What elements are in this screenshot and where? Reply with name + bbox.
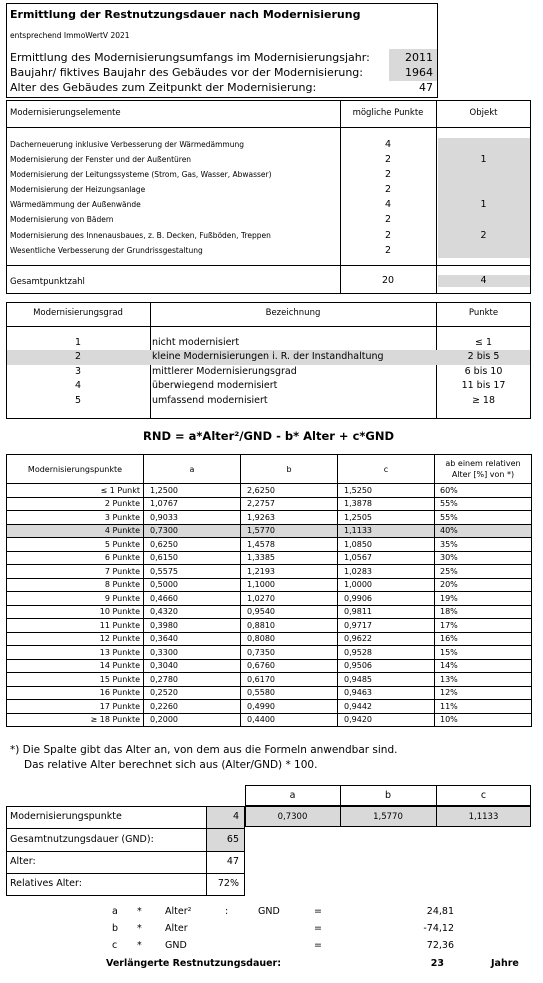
coef-a: 0,2000 — [144, 713, 241, 727]
coef-a: 0,9033 — [144, 511, 241, 525]
elements-col3-header: Objekt — [469, 108, 498, 118]
coef-b: 0,5580 — [241, 686, 338, 700]
result-value: 72,36 — [426, 940, 454, 951]
result-star: * — [137, 906, 142, 917]
coefficient-row — [7, 538, 532, 552]
coefficient-row — [7, 511, 532, 525]
coefficient-row — [7, 673, 532, 687]
coef-c: 0,9442 — [338, 700, 435, 714]
coef-c: 0,9622 — [338, 632, 435, 646]
calc-value-c: 1,1133 — [468, 812, 499, 822]
grade-points: ≥ 18 — [471, 395, 496, 406]
coef-rel-age: 55% — [435, 497, 532, 511]
coef-c: 0,9420 — [338, 713, 435, 727]
coef-points: 4 Punkte — [7, 524, 144, 538]
result-eq: = — [314, 940, 322, 951]
elements-header-line — [6, 127, 531, 128]
result-term: Alter — [165, 923, 188, 934]
coef-rel-age: 12% — [435, 686, 532, 700]
coef-rel-age: 13% — [435, 673, 532, 687]
element-points: 2 — [384, 245, 392, 256]
coef-c: 0,9811 — [338, 605, 435, 619]
coef-header-rel-age: ab einem relativen Alter [%] von *) — [435, 455, 532, 484]
coef-b: 0,6760 — [241, 659, 338, 673]
result-label: Verlängerte Restnutzungsdauer: — [106, 958, 282, 969]
coef-c: 1,0850 — [338, 538, 435, 552]
grade-label: nicht modernisiert — [152, 337, 240, 348]
grade-number: 2 — [74, 351, 82, 362]
calc-col-b: b — [384, 790, 392, 801]
info-label-year: Ermittlung des Modernisierungsumfangs im Modernisierungsjahr: — [10, 51, 370, 64]
coef-a: 1,2500 — [144, 484, 241, 498]
footnote-2: Das relative Alter berechnet sich aus (Alter/GND) * 100. — [24, 759, 318, 771]
coef-points: 7 Punkte — [7, 565, 144, 579]
grade-points: 11 bis 17 — [461, 380, 506, 391]
calc-value-a: 0,7300 — [277, 812, 308, 822]
element-label: Modernisierung der Leitungssysteme (Strom, Gas, Wasser, Abwasser) — [10, 170, 272, 179]
calc-left-hline-3 — [6, 873, 245, 874]
coef-a: 0,2780 — [144, 673, 241, 687]
calc-rel-value: 72% — [217, 878, 239, 889]
footnote-1: *) Die Spalte gibt das Alter an, von dem aus die Formeln anwendbar sind. — [10, 744, 398, 756]
coef-rel-age: 18% — [435, 605, 532, 619]
grade-col2-header: Bezeichnung — [265, 308, 321, 318]
element-points: 2 — [384, 230, 392, 241]
result-value-years: 23 — [430, 958, 444, 969]
coefficient-row — [7, 605, 532, 619]
coef-a: 0,3640 — [144, 632, 241, 646]
coef-header-a: a — [144, 455, 241, 484]
result-star: * — [137, 923, 142, 934]
coef-c: 0,9506 — [338, 659, 435, 673]
element-label: Dacherneuerung inklusive Verbesserung der Wärmedämmung — [10, 140, 244, 149]
calc-gnd-label: Gesamtnutzungsdauer (GND): — [10, 834, 154, 845]
coef-b: 1,5770 — [241, 524, 338, 538]
element-label: Wesentliche Verbesserung der Grundrissgestaltung — [10, 246, 203, 255]
element-label: Modernisierung von Bädern — [10, 215, 114, 224]
elements-total-line — [6, 265, 531, 266]
coefficient-row — [7, 659, 532, 673]
coef-points: 17 Punkte — [7, 700, 144, 714]
coefficient-row — [7, 646, 532, 660]
coef-a: 0,5575 — [144, 565, 241, 579]
grade-label: kleine Modernisierungen i. R. der Instandhaltung — [152, 351, 384, 362]
coef-points: 12 Punkte — [7, 632, 144, 646]
coef-rel-age: 19% — [435, 592, 532, 606]
coef-rel-age: 14% — [435, 659, 532, 673]
coef-c: 0,9906 — [338, 592, 435, 606]
coef-c: 1,0567 — [338, 551, 435, 565]
elements-col1-header: Modernisierungselemente — [10, 108, 121, 118]
coef-points: 15 Punkte — [7, 673, 144, 687]
result-term: Alter² — [165, 906, 192, 917]
coef-b: 0,4400 — [241, 713, 338, 727]
coef-points: 2 Punkte — [7, 497, 144, 511]
coef-c: 1,3878 — [338, 497, 435, 511]
coef-b: 0,7350 — [241, 646, 338, 660]
coef-a: 0,4660 — [144, 592, 241, 606]
coef-b: 1,1000 — [241, 578, 338, 592]
result-eq: = — [314, 906, 322, 917]
coefficient-row — [7, 524, 532, 538]
coef-a: 1,0767 — [144, 497, 241, 511]
calc-alter-value: 47 — [226, 856, 239, 867]
elements-total-object: 4 — [480, 275, 487, 286]
grade-number: 3 — [74, 366, 82, 377]
coef-c: 1,1133 — [338, 524, 435, 538]
result-letter: c — [112, 940, 118, 951]
result-colon: : — [225, 906, 229, 917]
element-label: Wärmedämmung der Außenwände — [10, 200, 141, 209]
coef-rel-age: 20% — [435, 578, 532, 592]
element-object: 1 — [480, 199, 487, 210]
coef-header-c: c — [338, 455, 435, 484]
element-label: Modernisierung der Heizungsanlage — [10, 185, 146, 194]
coef-points: 3 Punkte — [7, 511, 144, 525]
result-gnd: GND — [258, 906, 280, 917]
coef-rel-age: 25% — [435, 565, 532, 579]
result-value: 24,81 — [426, 906, 454, 917]
coefficient-row — [7, 578, 532, 592]
calc-rel-label: Relatives Alter: — [10, 878, 82, 889]
coef-a: 0,3300 — [144, 646, 241, 660]
coef-rel-age: 16% — [435, 632, 532, 646]
coef-c: 1,0283 — [338, 565, 435, 579]
coef-points: 10 Punkte — [7, 605, 144, 619]
grade-points: 2 bis 5 — [467, 351, 500, 362]
calc-alter-label: Alter: — [10, 856, 36, 867]
coef-c: 0,9485 — [338, 673, 435, 687]
element-object: 2 — [480, 230, 487, 241]
coef-b: 0,8080 — [241, 632, 338, 646]
coef-points: 11 Punkte — [7, 619, 144, 633]
coefficient-row — [7, 700, 532, 714]
coef-points: 8 Punkte — [7, 578, 144, 592]
info-value-alter: 47 — [419, 81, 433, 94]
coef-rel-age: 11% — [435, 700, 532, 714]
elements-col2-header: mögliche Punkte — [352, 108, 424, 118]
coef-c: 1,5250 — [338, 484, 435, 498]
result-star: * — [137, 940, 142, 951]
coef-a: 0,7300 — [144, 524, 241, 538]
coef-a: 0,3980 — [144, 619, 241, 633]
grade-points: ≤ 1 — [474, 337, 493, 348]
coef-points: ≤ 1 Punkt — [7, 484, 144, 498]
coef-a: 0,5000 — [144, 578, 241, 592]
element-label: Modernisierung der Fenster und der Außentüren — [10, 155, 192, 164]
coef-c: 0,9463 — [338, 686, 435, 700]
calc-value-b: 1,5770 — [373, 812, 403, 822]
elements-total-points: 20 — [381, 275, 395, 286]
coef-b: 1,9263 — [241, 511, 338, 525]
calc-col-a: a — [289, 790, 296, 801]
coef-b: 1,2193 — [241, 565, 338, 579]
coef-b: 0,6170 — [241, 673, 338, 687]
element-points: 4 — [384, 139, 392, 150]
grade-col1-header: Modernisierungsgrad — [33, 308, 123, 318]
coef-points: 13 Punkte — [7, 646, 144, 660]
grade-label: mittlerer Modernisierungsgrad — [152, 366, 297, 377]
page-title: Ermittlung der Restnutzungsdauer nach Modernisierung — [10, 8, 361, 21]
coef-b: 1,4578 — [241, 538, 338, 552]
info-value-year: 2011 — [405, 51, 433, 64]
element-points: 4 — [384, 199, 392, 210]
calc-points-value: 4 — [232, 811, 239, 822]
coef-c: 1,0000 — [338, 578, 435, 592]
coef-a: 0,2520 — [144, 686, 241, 700]
coef-b: 1,0270 — [241, 592, 338, 606]
coef-points: 6 Punkte — [7, 551, 144, 565]
coef-c: 0,9717 — [338, 619, 435, 633]
coef-b: 0,9540 — [241, 605, 338, 619]
coef-rel-age: 10% — [435, 713, 532, 727]
coefficient-row — [7, 713, 532, 727]
calc-col-c: c — [480, 790, 487, 801]
coefficient-row — [7, 497, 532, 511]
coef-points: ≥ 18 Punkte — [7, 713, 144, 727]
coef-b: 2,2757 — [241, 497, 338, 511]
coefficient-row — [7, 686, 532, 700]
coefficient-row — [7, 565, 532, 579]
result-term: GND — [165, 940, 187, 951]
result-value: -74,12 — [423, 923, 454, 934]
result-letter: a — [112, 906, 118, 917]
info-value-baujahr: 1964 — [405, 66, 433, 79]
coef-rel-age: 55% — [435, 511, 532, 525]
grade-col3-header: Punkte — [468, 308, 499, 318]
coef-a: 0,6250 — [144, 538, 241, 552]
element-points: 2 — [384, 154, 392, 165]
coefficient-table-body — [7, 484, 532, 727]
coefficient-table — [6, 454, 532, 727]
coef-a: 0,6150 — [144, 551, 241, 565]
coefficient-row — [7, 484, 532, 498]
coef-b: 0,4990 — [241, 700, 338, 714]
coef-header-b: b — [241, 455, 338, 484]
element-points: 2 — [384, 169, 392, 180]
result-unit: Jahre — [491, 958, 519, 969]
calc-points-label: Modernisierungspunkte — [10, 811, 122, 822]
coef-rel-age: 35% — [435, 538, 532, 552]
info-label-baujahr: Baujahr/ fiktives Baujahr des Gebäudes vor der Modernisierung: — [10, 66, 363, 79]
rnd-formula: RND = a*Alter²/GND - b* Alter + c*GND — [142, 429, 395, 443]
grade-label: überwiegend modernisiert — [152, 380, 278, 391]
coef-points: 14 Punkte — [7, 659, 144, 673]
grade-number: 1 — [74, 337, 82, 348]
grade-number: 4 — [74, 380, 82, 391]
grade-label: umfassend modernisiert — [152, 395, 268, 406]
grade-header-line — [6, 326, 531, 327]
coefficient-row — [7, 551, 532, 565]
grade-number: 5 — [74, 395, 82, 406]
coefficient-row — [7, 632, 532, 646]
coef-rel-age: 30% — [435, 551, 532, 565]
result-letter: b — [112, 923, 119, 934]
info-label-alter: Alter des Gebäudes zum Zeitpunkt der Modernisierung: — [10, 81, 317, 94]
result-eq: = — [314, 923, 322, 934]
coefficient-header-row — [7, 455, 532, 484]
grade-points: 6 bis 10 — [464, 366, 503, 377]
coef-c: 1,2505 — [338, 511, 435, 525]
coef-a: 0,4320 — [144, 605, 241, 619]
coef-b: 0,8810 — [241, 619, 338, 633]
coef-a: 0,3040 — [144, 659, 241, 673]
element-label: Modernisierung des Innenausbaues, z. B. Decken, Fußböden, Treppen — [10, 231, 271, 240]
coef-a: 0,2260 — [144, 700, 241, 714]
calc-left-hline-2 — [6, 851, 245, 852]
coef-rel-age: 40% — [435, 524, 532, 538]
coef-points: 9 Punkte — [7, 592, 144, 606]
coef-c: 0,9528 — [338, 646, 435, 660]
coef-rel-age: 60% — [435, 484, 532, 498]
elements-total-label: Gesamtpunktzahl — [10, 277, 85, 287]
coef-points: 5 Punkte — [7, 538, 144, 552]
coef-header-points: Modernisierungspunkte — [7, 455, 144, 484]
page-subtitle: entsprechend ImmoWertV 2021 — [10, 31, 130, 40]
element-points: 2 — [384, 184, 392, 195]
coef-rel-age: 17% — [435, 619, 532, 633]
element-points: 2 — [384, 214, 392, 225]
calc-gnd-value: 65 — [226, 834, 239, 845]
coefficient-row — [7, 619, 532, 633]
coef-b: 2,6250 — [241, 484, 338, 498]
coef-points: 16 Punkte — [7, 686, 144, 700]
element-object: 1 — [480, 154, 487, 165]
coef-b: 1,3385 — [241, 551, 338, 565]
coef-rel-age: 15% — [435, 646, 532, 660]
coefficient-row — [7, 592, 532, 606]
